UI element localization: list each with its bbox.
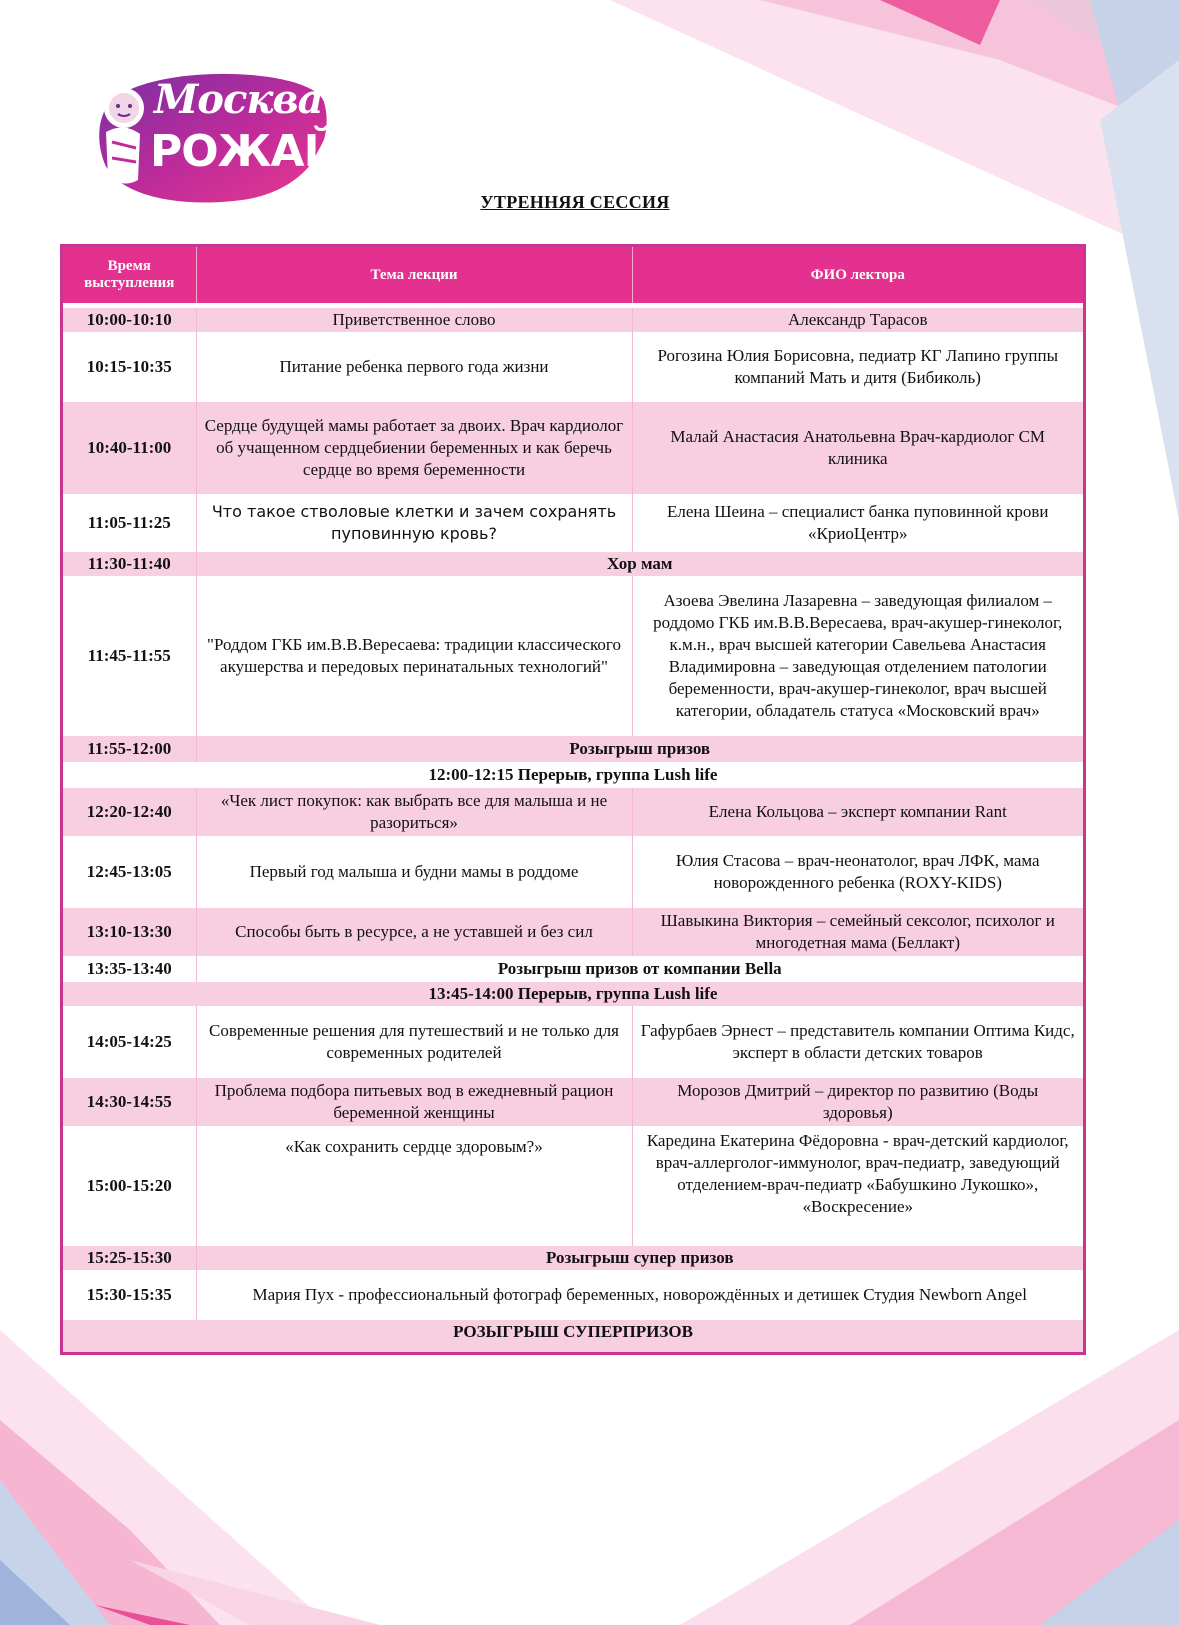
row-time: 11:55-12:00 <box>63 736 196 762</box>
row-time: 11:30-11:40 <box>63 552 196 576</box>
row-topic: Приветственное слово <box>196 306 632 333</box>
row-time: 13:10-13:30 <box>63 908 196 956</box>
row-speaker: Морозов Дмитрий – директор по развитию (Воды здоровья) <box>632 1078 1083 1126</box>
table-row <box>63 762 1083 788</box>
table-row <box>63 1126 1083 1246</box>
row-speaker: Шавыкина Виктория – семейный сексолог, психолог и многодетная мама (Беллакт) <box>632 908 1083 956</box>
table-row <box>63 956 1083 982</box>
table-row <box>63 836 1083 908</box>
logo-line1: Москва <box>154 76 323 123</box>
row-time: 11:45-11:55 <box>63 576 196 736</box>
table-row <box>63 788 1083 836</box>
schedule-table <box>60 244 1086 1355</box>
row-time: 14:30-14:55 <box>63 1078 196 1126</box>
row-topic: Сердце будущей мамы работает за двоих. Врач кардиолог об учащенном сердцебиении беременных и как беречь сердце во время беременности <box>196 402 632 494</box>
row-time: 15:30-15:35 <box>63 1270 196 1320</box>
row-topic: Проблема подбора питьевых вод в ежедневный рацион беременной женщины <box>196 1078 632 1126</box>
table-row <box>63 908 1083 956</box>
table-row <box>63 1270 1083 1320</box>
row-topic: «Чек лист покупок: как выбрать все для малыша и не разориться» <box>196 788 632 836</box>
row-speaker: Александр Тарасов <box>632 306 1083 333</box>
row-time: 11:05-11:25 <box>63 494 196 552</box>
row-time: 15:00-15:20 <box>63 1126 196 1246</box>
row-break: 12:00-12:15 Перерыв, группа Lush life <box>63 762 1083 788</box>
logo-line2: РОЖАЙ <box>150 126 340 177</box>
row-time: 12:45-13:05 <box>63 836 196 908</box>
row-speaker: Азоева Эвелина Лазаревна – заведующая филиалом – роддомо ГКБ им.В.В.Вересаева, врач-акушер-гинеколог, к.м.н., врач высшей категории Савельева Анастасия Владимировна – заведующая отделением патологии беременности, врач-акушер-гинеколог, врач высшей категории, обладатель статуса «Московский врач» <box>632 576 1083 736</box>
row-time: 15:25-15:30 <box>63 1246 196 1270</box>
row-topic: Что такое стволовые клетки и зачем сохранять пуповинную кровь? <box>196 494 632 552</box>
table-row <box>63 1320 1083 1352</box>
row-speaker: Гафурбаев Эрнест – представитель компании Оптима Кидс, эксперт в области детских товаров <box>632 1006 1083 1078</box>
table-row <box>63 494 1083 552</box>
row-topic: Современные решения для путешествий и не только для современных родителей <box>196 1006 632 1078</box>
row-topic: Питание ребенка первого года жизни <box>196 332 632 402</box>
table-row <box>63 1006 1083 1078</box>
row-topic: Способы быть в ресурсе, а не уставшей и без сил <box>196 908 632 956</box>
row-topic: "Роддом ГКБ им.В.В.Вересаева: традиции классического акушерства и передовых перинатальных технологий" <box>196 576 632 736</box>
row-speaker: Елена Кольцова – эксперт компании Rant <box>632 788 1083 836</box>
row-topic: «Как сохранить сердце здоровым?» <box>196 1126 632 1246</box>
header-topic: Тема лекции <box>196 247 632 306</box>
row-time: 12:20-12:40 <box>63 788 196 836</box>
table-row <box>63 402 1083 494</box>
row-topic: Первый год малыша и будни мамы в роддоме <box>196 836 632 908</box>
row-time: 10:40-11:00 <box>63 402 196 494</box>
table-row <box>63 332 1083 402</box>
table-row <box>63 306 1083 333</box>
row-event: Мария Пух - профессиональный фотограф беременных, новорождённых и детишек Студия Newborn Angel <box>196 1270 1083 1320</box>
header-time: Время выступления <box>63 247 196 306</box>
row-event: Розыгрыш супер призов <box>196 1246 1083 1270</box>
table-row <box>63 1246 1083 1270</box>
row-speaker: Елена Шеина – специалист банка пуповинной крови «КриоЦентр» <box>632 494 1083 552</box>
row-break: 13:45-14:00 Перерыв, группа Lush life <box>63 982 1083 1006</box>
baby-icon <box>104 88 144 184</box>
header-speaker: ФИО лектора <box>632 247 1083 306</box>
row-event: Розыгрыш призов от компании Bella <box>196 956 1083 982</box>
table-header-row <box>63 247 1083 306</box>
row-speaker: Малай Анастасия Анатольевна Врач-кардиолог СМ клиника <box>632 402 1083 494</box>
row-time: 14:05-14:25 <box>63 1006 196 1078</box>
row-event: Розыгрыш призов <box>196 736 1083 762</box>
logo <box>92 62 340 210</box>
session-title: УТРЕННЯЯ СЕССИЯ <box>480 192 670 212</box>
row-time: 10:00-10:10 <box>63 306 196 333</box>
row-speaker: Юлия Стасова – врач-неонатолог, врач ЛФК, мама новорожденного ребенка (ROXY-KIDS) <box>632 836 1083 908</box>
table-row <box>63 576 1083 736</box>
table-row <box>63 1078 1083 1126</box>
row-time: 13:35-13:40 <box>63 956 196 982</box>
row-final-prize: РОЗЫГРЫШ СУПЕРПРИЗОВ <box>63 1320 1083 1352</box>
table-row <box>63 982 1083 1006</box>
table-row <box>63 736 1083 762</box>
row-time: 10:15-10:35 <box>63 332 196 402</box>
row-event: Хор мам <box>196 552 1083 576</box>
table-row <box>63 552 1083 576</box>
row-speaker: Каредина Екатерина Фёдоровна - врач-детский кардиолог, врач-аллерголог-иммунолог, врач-педиатр, заведующий отделением-врач-педиатр «Бабушкино Лукошко», «Воскресение» <box>632 1126 1083 1246</box>
row-speaker: Рогозина Юлия Борисовна, педиатр КГ Лапино группы компаний Мать и дитя (Бибиколь) <box>632 332 1083 402</box>
